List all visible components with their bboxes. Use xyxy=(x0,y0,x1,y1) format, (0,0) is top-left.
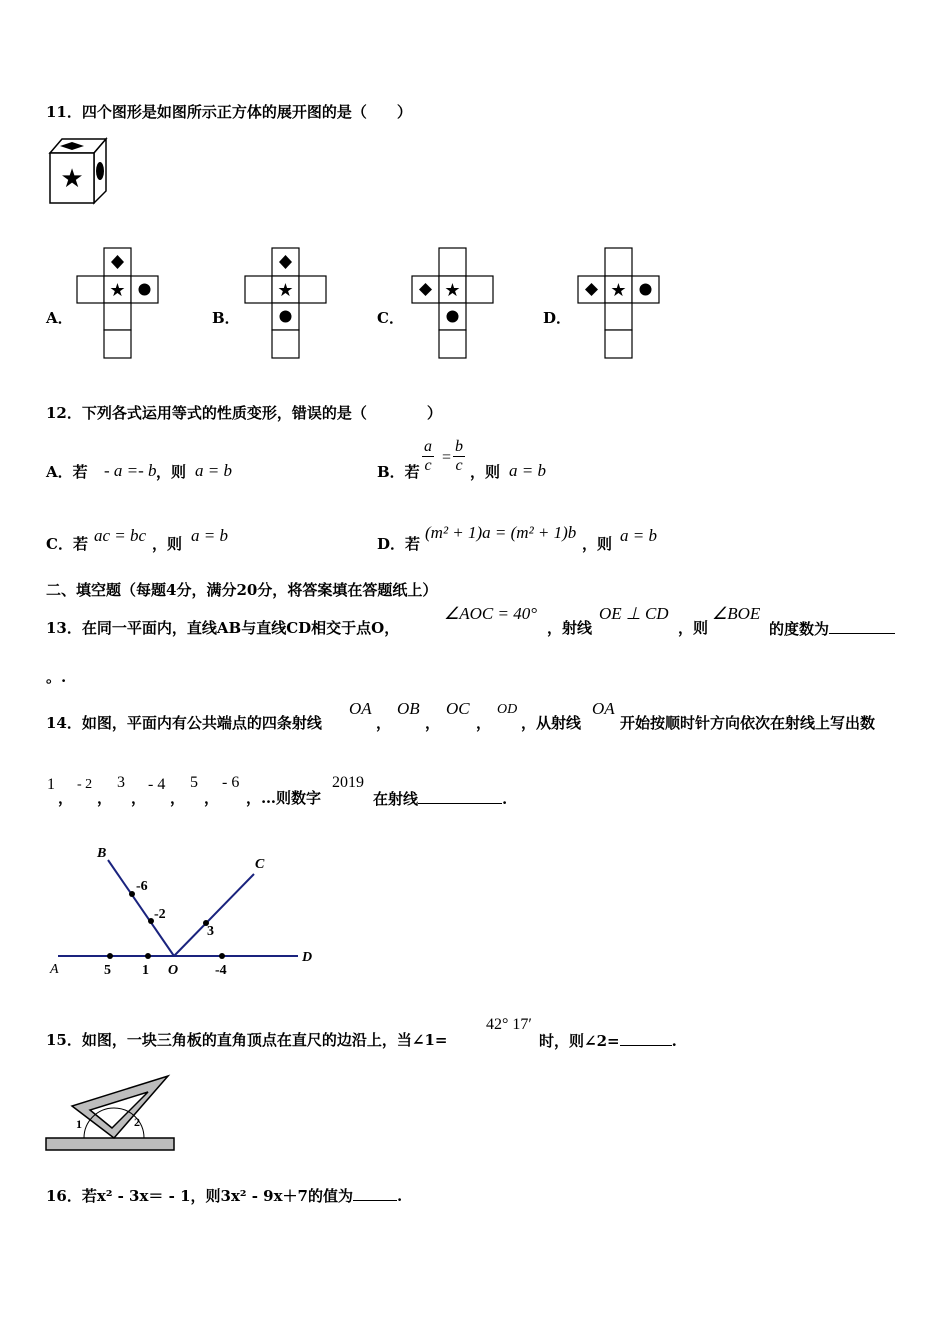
q12-c-label: C．若 xyxy=(46,535,88,553)
q12-c-expr: ac = bc xyxy=(94,526,147,545)
triangle-ruler-figure xyxy=(44,1072,178,1154)
q11-option-a: A． xyxy=(46,309,73,327)
star-icon: ★ xyxy=(444,280,461,301)
angle-1-label: 1 xyxy=(76,1117,82,1131)
point-minus6 xyxy=(129,891,135,897)
ruler xyxy=(46,1138,174,1150)
q15-angle: 42° 17′ xyxy=(486,1016,532,1033)
q12-d-mid: ，则 xyxy=(582,535,613,553)
star-icon: ★ xyxy=(610,280,627,301)
q12-b-result: a = b xyxy=(509,461,546,480)
q14-comma3: ， xyxy=(476,714,492,732)
q13-part4: 的度数为 xyxy=(769,619,895,638)
point-5 xyxy=(107,953,113,959)
q14-comma6: ， xyxy=(131,789,147,807)
q14-part3: 开始按顺时针方向依次在射线上写出数 xyxy=(620,714,876,732)
q12-stem: 12．下列各式运用等式的性质变形，错误的是（ ） xyxy=(46,404,442,422)
q14-start-ray: OA xyxy=(592,699,615,718)
star-icon: ★ xyxy=(277,280,294,301)
q15-part2: 时，则∠2= . xyxy=(539,1032,677,1050)
q12-d-label: D．若 xyxy=(377,535,421,553)
q11-option-d: D． xyxy=(543,309,572,327)
label-c: C xyxy=(255,857,265,872)
q12-a-mid: ，则 xyxy=(156,463,187,481)
cube-figure xyxy=(48,135,110,207)
q15-part1: 15．如图，一块三角板的直角顶点在直尺的边沿上，当∠1= xyxy=(46,1031,448,1049)
label-minus2: -2 xyxy=(154,907,166,922)
q13-part2: ，射线 xyxy=(547,619,593,637)
q16-text: 16．若x² - 3x＝ - 1，则3x² - 9x＋7的值为 . xyxy=(46,1187,403,1205)
q13-angle: ∠AOC = 40° xyxy=(444,604,538,623)
q14-comma1: ， xyxy=(376,714,392,732)
q12-b-frac1: $\frac{a}{c}$ xyxy=(424,438,432,474)
circle-icon xyxy=(280,311,292,323)
q14-part4: ，…则数字 xyxy=(246,789,322,807)
point-minus4 xyxy=(219,953,225,959)
q14-num-3: 3 xyxy=(117,774,125,791)
q14-comma7: ， xyxy=(170,789,186,807)
q14-ray-ob: OB xyxy=(397,699,420,718)
label-1: 1 xyxy=(142,963,149,978)
circle-icon xyxy=(139,284,151,296)
star-icon: ★ xyxy=(60,164,84,194)
q14-ray-oa: OA xyxy=(349,699,372,718)
q12-c-mid: ，则 xyxy=(152,535,183,553)
point-1 xyxy=(145,953,151,959)
section-heading: 二、填空题（每题4分，满分20分，将答案填在答题纸上） xyxy=(46,581,438,599)
net-c xyxy=(411,248,495,360)
net-d xyxy=(577,248,661,360)
q13-perp: OE ⊥ CD xyxy=(599,604,669,623)
label-5: 5 xyxy=(104,963,111,978)
label-3: 3 xyxy=(207,924,214,939)
label-minus6: -6 xyxy=(136,879,148,894)
q11-option-c: C． xyxy=(377,309,404,327)
circle-icon xyxy=(447,311,459,323)
answer-blank[interactable] xyxy=(620,1031,672,1046)
q11-option-b: B． xyxy=(212,309,240,327)
q14-comma5: ， xyxy=(97,789,113,807)
answer-blank[interactable] xyxy=(353,1186,397,1201)
q12-a-result: a = b xyxy=(195,461,232,480)
q12-b-frac2: $\frac{b}{c}$ xyxy=(455,438,463,474)
label-d: D xyxy=(302,950,313,965)
q14-part5: 在射线 . xyxy=(373,790,508,808)
net-b xyxy=(244,248,328,360)
q11-stem: 11．四个图形是如图所示正方体的展开图的是（ ） xyxy=(46,103,412,121)
answer-blank[interactable] xyxy=(829,619,895,634)
q14-comma2: ， xyxy=(425,714,441,732)
q13-part1: 13．在同一平面内，直线AB与直线CD相交于点O， xyxy=(46,619,400,637)
q12-a-label: A．若 xyxy=(46,463,88,481)
label-b: B xyxy=(97,846,107,861)
q12-d-result: a = b xyxy=(620,526,657,545)
q12-c-result: a = b xyxy=(191,526,228,545)
q14-target: 2019 xyxy=(332,774,364,791)
q14-part1: 14．如图，平面内有公共端点的四条射线 xyxy=(46,714,322,732)
q14-num-6: - 6 xyxy=(222,774,240,791)
q14-num-5: 5 xyxy=(190,774,198,791)
q12-b-mid: ，则 xyxy=(470,463,501,481)
q12-b-label: B．若 xyxy=(377,463,420,481)
answer-blank[interactable] xyxy=(418,789,502,804)
q13-angle2: ∠BOE xyxy=(712,604,761,623)
q14-num-1: 1 xyxy=(47,776,55,793)
q14-num-2: - 2 xyxy=(77,777,93,792)
q14-ray-oc: OC xyxy=(446,699,470,718)
circle-icon xyxy=(640,284,652,296)
label-minus4: -4 xyxy=(215,963,227,978)
q14-comma8: ， xyxy=(204,789,220,807)
q14-num-4: - 4 xyxy=(148,776,166,793)
label-o: O xyxy=(168,963,179,978)
q14-ray-od: OD xyxy=(497,702,518,717)
net-a xyxy=(76,248,160,360)
q12-d-expr: (m² + 1)a = (m² + 1)b xyxy=(425,523,577,542)
q14-comma4: ， xyxy=(58,789,74,807)
angle-2-label: 2 xyxy=(134,1115,140,1129)
star-icon: ★ xyxy=(109,280,126,301)
q13-part3: ，则 xyxy=(678,619,709,637)
circle-icon xyxy=(96,162,104,180)
rays-figure xyxy=(46,840,326,980)
q12-a-expr: - a =- b xyxy=(104,461,157,480)
label-a: A xyxy=(50,962,59,977)
q14-part2: ，从射线 xyxy=(521,714,582,732)
q13-tail: 。. xyxy=(46,668,67,686)
q12-b-eq: = xyxy=(442,449,452,466)
